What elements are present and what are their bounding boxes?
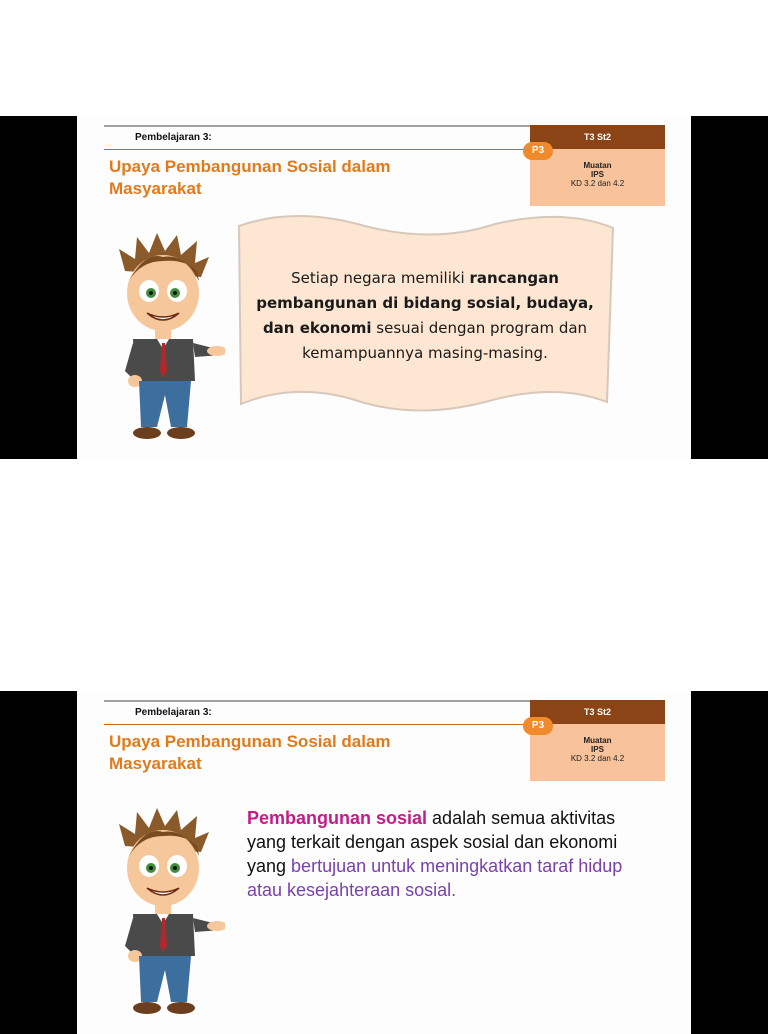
p3-badge: P3: [523, 717, 553, 735]
slide-1: [77, 116, 691, 459]
definition-body: adalah semua aktivitas yang terkait dengan aspek sosial dan ekonomi yang: [247, 808, 618, 876]
definition-term: Pembangunan sosial: [247, 808, 428, 828]
header-line: [104, 125, 534, 127]
badge-muatan: Muatan: [583, 161, 612, 170]
definition-text: [247, 806, 647, 902]
scroll-text-part1: Setiap negara memiliki: [291, 269, 470, 287]
scroll-text-part2: sesuai dengan program dan kemampuannya masing-masing.: [302, 319, 588, 362]
badge-info: [530, 149, 665, 206]
scroll-text-bold: rancangan pembangunan di bidang sosial, budaya, dan ekonomi: [256, 269, 594, 337]
badge-info: [530, 724, 665, 781]
badge-kd: KD 3.2 dan 4.2: [570, 179, 625, 188]
cartoon-boy-icon: [105, 231, 225, 446]
slide-title: Upaya Pembangunan Sosial dalam Masyarakat: [109, 157, 391, 198]
header-underline: [104, 724, 534, 725]
lesson-label: Pembelajaran 3:: [135, 132, 212, 143]
header-underline: [104, 149, 534, 150]
badge-muatan: Muatan: [583, 736, 612, 745]
p3-badge: P3: [523, 142, 553, 160]
cartoon-boy-icon: [105, 806, 225, 1021]
definition-purpose: bertujuan untuk meningkatkan taraf hidup atau kesejahteraan sosial.: [247, 856, 623, 900]
badge-subject: IPS: [591, 745, 604, 754]
badge-code: T3 St2: [530, 700, 665, 724]
badge-kd: KD 3.2 dan 4.2: [570, 754, 625, 763]
lesson-label: Pembelajaran 3:: [135, 707, 212, 718]
badge-subject: IPS: [591, 170, 604, 179]
header-line: [104, 700, 534, 702]
badge-code: T3 St2: [530, 125, 665, 149]
slide-title: Upaya Pembangunan Sosial dalam Masyarakat: [109, 732, 391, 773]
scroll-text: [255, 266, 595, 366]
slide-2: [77, 691, 691, 1034]
